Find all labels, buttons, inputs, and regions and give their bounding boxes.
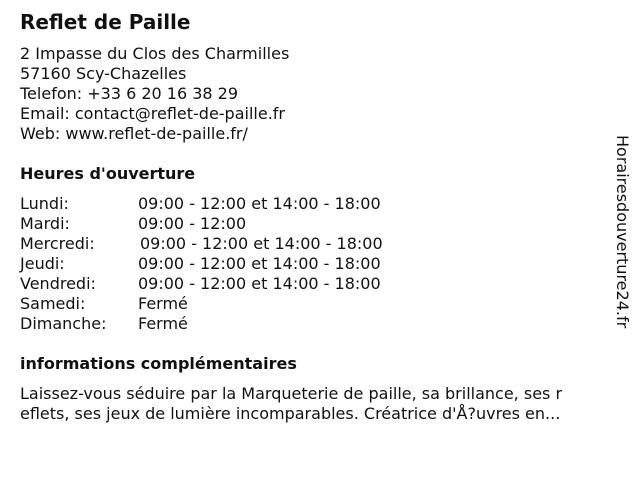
hours-row-sunday xyxy=(20,314,383,334)
hours-row-friday xyxy=(20,274,383,294)
hours-row-thursday xyxy=(20,254,383,274)
hours-heading: Heures d'ouverture xyxy=(20,164,196,183)
business-description xyxy=(20,384,620,424)
day-label: Dimanche: xyxy=(20,314,107,333)
day-label: Mercredi: xyxy=(20,234,95,253)
time-value: 09:00 - 12:00 xyxy=(138,214,247,233)
time-value: 09:00 - 12:00 et 14:00 - 18:00 xyxy=(138,274,381,293)
hours-row-monday xyxy=(20,194,383,214)
hours-row-tuesday xyxy=(20,214,383,234)
day-label: Lundi: xyxy=(20,194,69,213)
info-heading: informations complémentaires xyxy=(20,354,297,373)
hours-row-saturday xyxy=(20,294,383,314)
business-name: Reflet de Paille xyxy=(20,10,191,34)
time-value: Fermé xyxy=(138,294,188,313)
city-postal: 57160 Scy-Chazelles xyxy=(20,64,187,83)
day-label: Jeudi: xyxy=(20,254,65,273)
day-label: Vendredi: xyxy=(20,274,96,293)
day-label: Samedi: xyxy=(20,294,86,313)
time-value: 09:00 - 12:00 et 14:00 - 18:00 xyxy=(138,254,381,273)
phone-line: Telefon: +33 6 20 16 38 29 xyxy=(20,84,239,103)
time-value: Fermé xyxy=(138,314,188,333)
opening-hours-table xyxy=(20,194,383,334)
site-watermark: Horairesdouverture24.fr xyxy=(613,135,632,329)
email-line: Email: contact@reflet-de-paille.fr xyxy=(20,104,285,123)
street-address: 2 Impasse du Clos des Charmilles xyxy=(20,44,290,63)
description-line-1: Laissez-vous séduire par la Marqueterie de paille, sa brillance, ses r xyxy=(20,384,563,403)
time-value: 09:00 - 12:00 et 14:00 - 18:00 xyxy=(140,234,383,253)
description-line-2: eflets, ses jeux de lumière incomparables. Créatrice d'Å?uvres en... xyxy=(20,404,561,423)
hours-row-wednesday xyxy=(20,234,383,254)
website-line: Web: www.reflet-de-paille.fr/ xyxy=(20,124,248,143)
time-value: 09:00 - 12:00 et 14:00 - 18:00 xyxy=(138,194,381,213)
day-label: Mardi: xyxy=(20,214,70,233)
contact-block xyxy=(20,44,289,144)
